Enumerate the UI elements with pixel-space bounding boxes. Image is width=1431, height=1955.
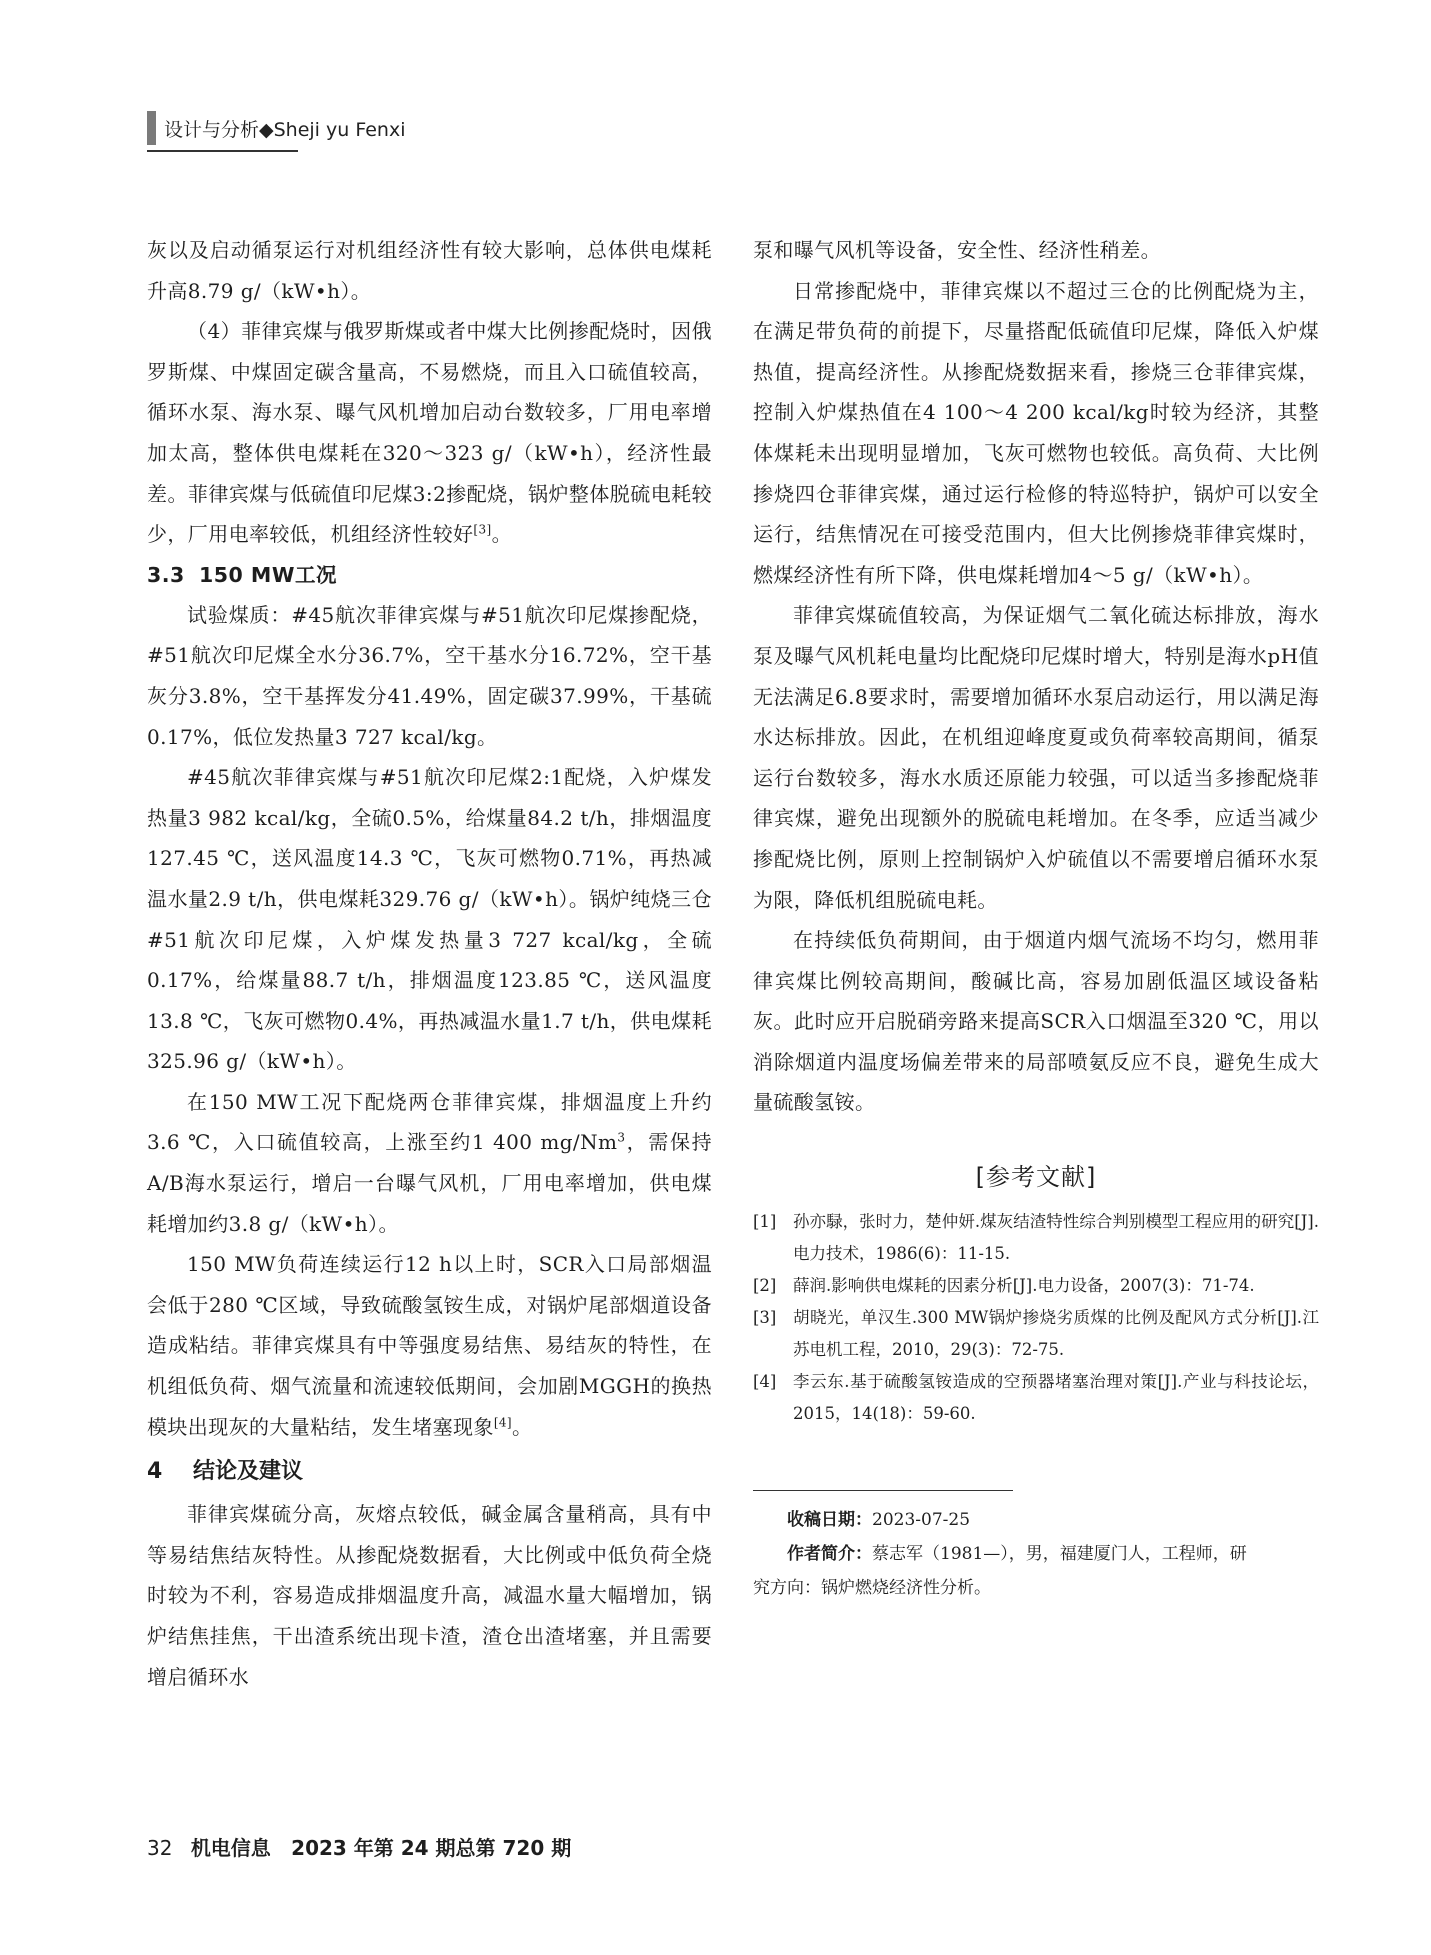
author-note-continued: 究方向：锅炉燃烧经济性分析。	[753, 1578, 991, 1599]
right-column	[753, 230, 1319, 1605]
section-number: 4	[147, 1459, 163, 1485]
p6-end: 。	[512, 1414, 533, 1439]
references-heading: [参考文献]	[975, 1163, 1097, 1192]
section-heading-4	[147, 1450, 712, 1494]
reference-number: [2]	[753, 1276, 777, 1296]
left-paragraph-2	[147, 311, 712, 555]
journal-name: 机电信息	[190, 1836, 271, 1860]
page-number: 32	[147, 1836, 173, 1860]
section-number: 3.3	[147, 562, 185, 587]
superscript-3: 3	[617, 1130, 626, 1145]
footnote-divider	[753, 1490, 1013, 1491]
received-date-note	[753, 1503, 1319, 1537]
page-footer	[147, 1832, 571, 1861]
citation-4: [4]	[493, 1414, 513, 1429]
p6-text: 150 MW负荷连续运行12 h以上时，SCR入口局部烟温会低于280 ℃区域，导致硫酸氢铵生成，对锅炉尾部烟道设备造成粘结。菲律宾煤具有中等强度易结焦、易结灰的特性，在机组低负荷、烟气流量和流速较低期间，会加剧MGGH的换热模块出现灰的大量粘结，发生堵塞现象	[147, 1252, 712, 1439]
reference-item	[753, 1366, 1319, 1430]
author-label: 作者简介：	[787, 1544, 872, 1565]
left-paragraph-7: 菲律宾煤硫分高，灰熔点较低，碱金属含量稍高，具有中等易结焦结灰特性。从掺配烧数据看，大比例或中低负荷全烧时较为不利，容易造成排烟温度升高，减温水量大幅增加，锅炉结焦挂焦，干出渣系统出现卡渣，渣仓出渣堵塞，并且需要增启循环水	[147, 1502, 712, 1689]
p2-text: （4）菲律宾煤与俄罗斯煤或者中煤大比例掺配烧时，因俄罗斯煤、中煤固定碳含量高，不易燃烧，而且入口硫值较高，循环水泵、海水泵、曝气风机增加启动台数较多，厂用电率增加太高，整体供电煤耗在320～323 g/（kW•h），经济性最差。菲律宾煤与低硫值印尼煤3:2掺配烧，锅炉整体脱硫电耗较少，厂用电率较低，机组经济性较好	[147, 319, 712, 547]
right-paragraph-2: 日常掺配烧中，菲律宾煤以不超过三仓的比例配烧为主，在满足带负荷的前提下，尽量搭配低硫值印尼煤，降低入炉煤热值，提高经济性。从掺配烧数据来看，掺烧三仓菲律宾煤，控制入炉煤热值在4 100～4 200 kcal/kg时较为经济，其整体煤耗未出现明显增加，飞灰可燃物也较低。高负荷、大比例掺烧四仓菲律宾煤，通过运行检修的特巡特护，锅炉可以安全运行，结焦情况在可接受范围内，但大比例掺烧菲律宾煤时，燃煤经济性有所下降，供电煤耗增加4～5 g/（kW•h）。	[753, 278, 1319, 587]
reference-number: [3]	[753, 1308, 777, 1328]
citation-3: [3]	[473, 522, 492, 537]
reference-text: 薛润.影响供电煤耗的因素分析[J].电力设备，2007(3)：71-74.	[793, 1276, 1255, 1296]
header-bar-mark	[147, 111, 156, 145]
section-title: 结论及建议	[193, 1459, 304, 1485]
received-label: 收稿日期：	[787, 1510, 872, 1531]
received-value: 2023-07-25	[872, 1510, 971, 1531]
author-value: 蔡志军（1981—），男，福建厦门人，工程师，研	[872, 1544, 1247, 1565]
issue-info: 2023 年第 24 期总第 720 期	[291, 1836, 572, 1860]
right-paragraph-4: 在持续低负荷期间，由于烟道内烟气流场不均匀，燃用菲律宾煤比例较高期间，酸碱比高，容易加剧低温区域设备粘灰。此时应开启脱硝旁路来提高SCR入口烟温至320 ℃，用以消除烟道内温度场偏差带来的局部喷氨反应不良，避免生成大量硫酸氢铵。	[753, 928, 1319, 1115]
p5-text-b: ，需保持A/B海水泵运行，增启一台曝气风机，厂用电率增加，供电煤耗增加约3.8 g/（kW•h）。	[147, 1130, 712, 1236]
right-paragraph-1: 泵和曝气风机等设备，安全性、经济性稍差。	[753, 238, 1161, 262]
reference-item	[753, 1302, 1319, 1366]
p2-end: 。	[491, 522, 513, 547]
section-title: 150 MW工况	[199, 562, 337, 587]
reference-number: [1]	[753, 1212, 777, 1232]
right-paragraph-3: 菲律宾煤硫值较高，为保证烟气二氧化硫达标排放，海水泵及曝气风机耗电量均比配烧印尼煤时增大，特别是海水pH值无法满足6.8要求时，需要增加循环水泵启动运行，用以满足海水达标排放。因此，在机组迎峰度夏或负荷率较高期间，循泵运行台数较多，海水水质还原能力较强，可以适当多掺配烧菲律宾煤，避免出现额外的脱硫电耗增加。在冬季，应适当减少掺配烧比例，原则上控制锅炉入炉硫值以不需要增启循环水泵为限，降低机组脱硫电耗。	[753, 603, 1319, 912]
section-heading-3-3	[147, 555, 712, 595]
header-text: 设计与分析◆Sheji yu Fenxi	[164, 118, 406, 141]
author-note	[753, 1537, 1319, 1571]
reference-text: 胡晓光，单汉生.300 MW锅炉掺烧劣质煤的比例及配风方式分析[J].江苏电机工程，2010，29(3)：72-75.	[793, 1308, 1319, 1360]
left-column	[147, 230, 712, 1697]
left-paragraph-5	[147, 1082, 712, 1244]
reference-text: 孙亦騄，张时力，楚仲妍.煤灰结渣特性综合判别模型工程应用的研究[J].电力技术，1986(6)：11-15.	[793, 1212, 1319, 1264]
left-paragraph-1: 灰以及启动循泵运行对机组经济性有较大影响，总体供电煤耗升高8.79 g/（kW•h）。	[147, 238, 712, 303]
reference-text: 李云东.基于硫酸氢铵造成的空预器堵塞治理对策[J].产业与科技论坛，2015，14(18)：59-60.	[793, 1372, 1319, 1424]
reference-number: [4]	[753, 1372, 777, 1392]
reference-item	[753, 1270, 1319, 1302]
left-paragraph-3: 试验煤质：#45航次菲律宾煤与#51航次印尼煤掺配烧，#51航次印尼煤全水分36.7%，空干基水分16.72%，空干基灰分3.8%，空干基挥发分41.49%，固定碳37.99%，干基硫0.17%，低位发热量3 727 kcal/kg。	[147, 602, 712, 749]
header-underline	[147, 150, 298, 152]
running-header	[147, 110, 405, 146]
p5-text-a: 在150 MW工况下配烧两仓菲律宾煤，排烟温度上升约3.6 ℃，入口硫值较高，上涨至约1 400 mg/Nm	[147, 1089, 712, 1155]
reference-item	[753, 1206, 1319, 1270]
left-paragraph-4: #45航次菲律宾煤与#51航次印尼煤2:1配烧，入炉煤发热量3 982 kcal/kg，全硫0.5%，给煤量84.2 t/h，排烟温度127.45 ℃，送风温度14.3 ℃，飞灰可燃物0.71%，再热减温水量2.9 t/h，供电煤耗329.76 g/（kW•h）。锅炉纯烧三仓#51航次印尼煤，入炉煤发热量3 727 kcal/kg，全硫0.17%，给煤量88.7 t/h，排烟温度123.85 ℃，送风温度13.8 ℃，飞灰可燃物0.4%，再热减温水量1.7 t/h，供电煤耗325.96 g/（kW•h）。	[147, 765, 712, 1074]
left-paragraph-6	[147, 1244, 712, 1447]
